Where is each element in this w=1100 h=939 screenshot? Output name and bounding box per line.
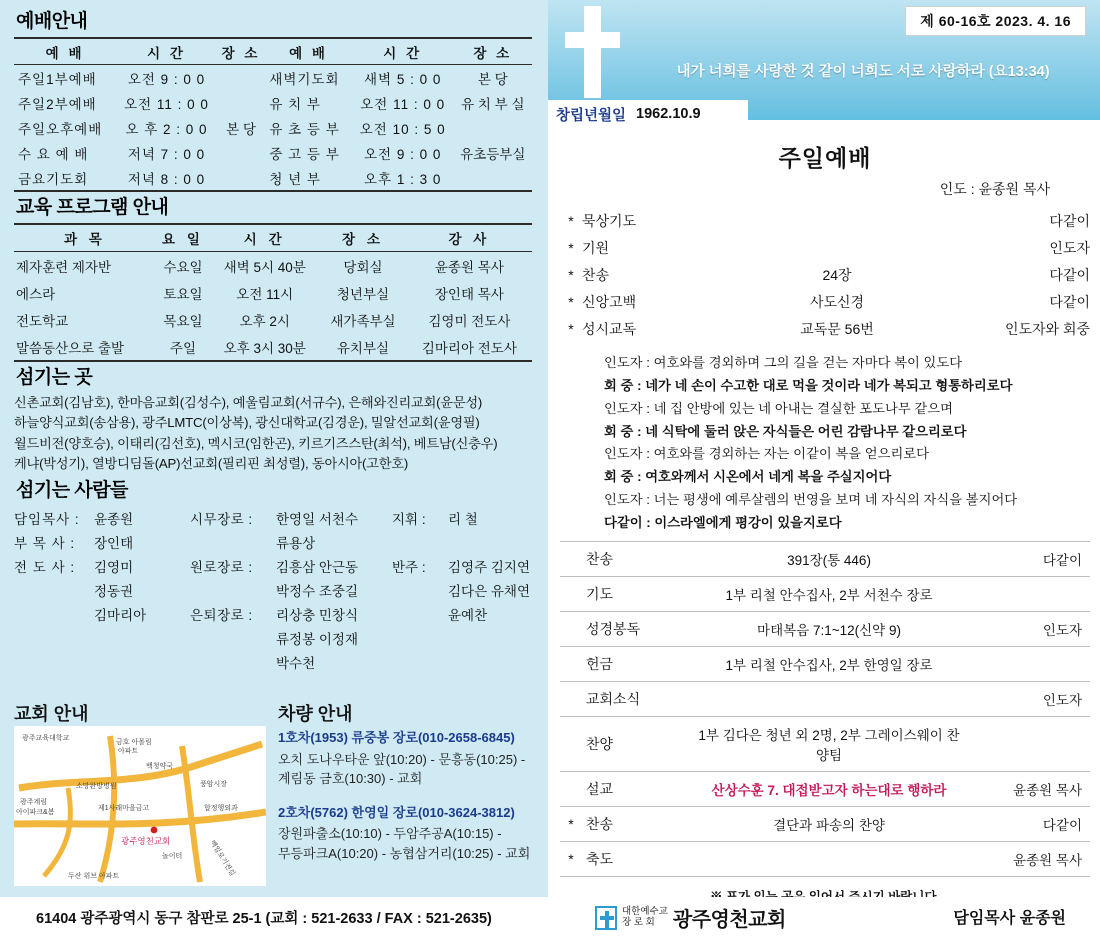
cross-icon xyxy=(560,6,624,98)
education-heading: 교육 프로그램 안내 xyxy=(16,197,169,218)
table-row: 제자훈련 제자반 수요일 새벽 5시 40분 당회실 윤종원 목사 xyxy=(16,259,504,275)
table-row: 에스라 토요일 오전 11시 청년부실 장인태 목사 xyxy=(16,286,504,302)
footer xyxy=(0,897,1100,939)
edu-col-header: 시 간 xyxy=(210,224,319,252)
svg-text:놀이터: 놀이터 xyxy=(162,853,183,860)
service-leader: 인도 : 윤종원 목사 xyxy=(939,181,1050,197)
servants-table xyxy=(14,506,534,674)
order-row: * 찬송 24장 다같이 xyxy=(568,266,1090,283)
responsive-reading xyxy=(604,352,1090,535)
table-row: 주일오후예배 오 후 2 : 0 0 본 당 유 초 등 부 오전 10 : 5 0 xyxy=(18,121,446,137)
service-title: 주일예배 xyxy=(778,145,872,171)
order-row: * 성시교독 교독문 56번 인도자와 회중 xyxy=(568,320,1090,337)
svg-text:광주영천교회: 광주영천교회 xyxy=(121,836,171,846)
car-route-line: 오치 도나우타운 앞(10:20) - 문흥동(10:25) - xyxy=(278,751,526,767)
founded-label: 창립년월일 xyxy=(556,107,627,124)
svg-text:백청약국: 백청약국 xyxy=(146,763,174,770)
footer-pastor: 담임목사 윤종원 xyxy=(953,910,1066,927)
svg-text:광주계림: 광주계림 xyxy=(20,799,48,806)
footer-address: 61404 광주광역시 동구 참판로 25-1 (교회 : 521-2633 / FAX : 521-2635) xyxy=(36,911,492,927)
order-row: * 축도 윤종원 목사 xyxy=(560,841,1090,876)
mission-heading: 섬기는 곳 xyxy=(16,367,93,388)
order-row: 기도 1부 리철 안수집사, 2부 서천수 장로 xyxy=(560,576,1090,611)
car-route-line: 장원파출소(10:10) - 두암주공A(10:15) - xyxy=(278,826,502,841)
left-panel xyxy=(0,0,548,939)
table-row: 수 요 예 배 저녁 7 : 0 0 중 고 등 부 오전 9 : 0 0 유초등부실 xyxy=(18,146,526,162)
bible-verse: 내가 너희를 사랑한 것 같이 너희도 서로 사랑하라 (요13:34) xyxy=(676,64,1050,80)
edu-col-header: 강 사 xyxy=(407,224,532,252)
worship-col-header: 시 간 xyxy=(352,38,454,65)
order-row: * 묵상기도 다같이 xyxy=(568,212,1090,229)
order-row: * 기원 인도자 xyxy=(568,239,1090,256)
order-row: 성경봉독 마태복음 7:1~12(신약 9) 인도자 xyxy=(560,611,1090,646)
responsive-line: 인도자 : 너는 평생에 예루살렘의 번영을 보며 네 자식의 자식을 볼지어다 xyxy=(604,492,1018,508)
car-info-heading: 차량 안내 xyxy=(278,704,353,724)
bottom-info xyxy=(0,700,548,895)
worship-col-header: 시 간 xyxy=(116,38,217,65)
svg-text:두산 위브 아파트: 두산 위브 아파트 xyxy=(68,873,120,880)
order-row: 찬양 1부 김다은 청년 외 2명, 2부 그레이스웨이 찬양팀 xyxy=(560,716,1090,771)
founded-value: 1962.10.9 xyxy=(636,106,701,122)
responsive-line: 인도자 : 네 집 안방에 있는 네 아내는 결실한 포도나무 같으며 xyxy=(604,400,953,416)
church-logo xyxy=(595,903,786,932)
responsive-line: 인도자 : 여호와를 경외하는 자는 이같이 복을 얻으리로다 xyxy=(604,446,929,462)
responsive-line: 다같이 : 이스라엘에게 평강이 있을지로다 xyxy=(604,515,842,531)
responsive-line: 인도자 : 여호와를 경외하며 그의 길을 걷는 자마다 복이 있도다 xyxy=(604,355,963,370)
servants-heading: 섬기는 사람들 xyxy=(16,479,128,501)
mission-line: 하늘양식교회(송삼용), 광주LMTC(이상복), 광신대학교(김경운), 밀알선교회(윤영필) xyxy=(14,415,480,431)
worship-schedule-table xyxy=(14,37,532,192)
cross-logo-icon xyxy=(595,906,617,930)
svg-text:소망완방병원: 소망완방병원 xyxy=(76,783,117,790)
mission-list xyxy=(14,393,536,475)
car-route-line: 무등파크A(10:20) - 농협삼거리(10:25) - 교회 xyxy=(278,845,531,861)
svg-text:제1사래마을금고: 제1사래마을금고 xyxy=(98,805,150,812)
servant-row: 전 도 사 : 김영미 원로장로 : 김흥삼 안근동 반주 : 김영주 김지연 xyxy=(14,559,530,575)
svg-text:금호 아몰림: 금호 아몰림 xyxy=(116,739,152,746)
car-route xyxy=(278,803,536,864)
church-info-heading: 교회 안내 xyxy=(14,704,89,724)
car-route-list xyxy=(278,728,536,863)
mission-line: 신촌교회(김남호), 한마음교회(김성수), 예울림교회(서규수), 은해와진리교회(윤문성) xyxy=(14,395,483,410)
issue-number: 제 60-16호 2023. 4. 16 xyxy=(905,6,1086,36)
order-row: 찬송 391장(통 446) 다같이 xyxy=(560,541,1090,576)
table-row: 주일2부예배 오전 11 : 0 0 유 치 부 오전 11 : 0 0 유 치 부 실 xyxy=(18,96,525,112)
responsive-line: 회 중 : 여호와께서 시온에서 네게 복을 주실지어다 xyxy=(604,469,892,485)
svg-text:합정행외과: 합정행외과 xyxy=(204,805,238,812)
servant-row: 박수천 xyxy=(276,655,316,671)
servant-row: 담임목사 : 윤종원 시무장로 : 한영일 서천수 지휘 : 리 철 xyxy=(14,511,478,527)
car-route xyxy=(278,728,536,789)
servant-row: 류정봉 이정재 xyxy=(276,631,358,647)
svg-text:아파트: 아파트 xyxy=(118,748,139,755)
worship-col-header: 장 소 xyxy=(217,38,266,65)
servant-row: 김마리아 은퇴장로 : 리상충 민창식 윤예찬 xyxy=(94,607,488,623)
worship-col-header: 예 배 xyxy=(14,38,116,65)
denomination: 대한예수교 장 로 회 xyxy=(622,905,668,928)
responsive-line: 회 중 : 네가 네 손이 수고한 대로 먹을 것이라 네가 복되고 형통하리로다 xyxy=(604,377,1013,393)
car-route-line: 계림동 금호(10:30) - 교회 xyxy=(278,771,423,786)
edu-col-header: 요 일 xyxy=(156,224,211,252)
church-name: 광주영천교회 xyxy=(672,909,786,931)
worship-heading: 예배안내 xyxy=(16,11,88,32)
svg-text:아이파크&봄: 아이파크&봄 xyxy=(16,809,55,816)
order-row: * 찬송 결단과 파송의 찬양 다같이 xyxy=(560,806,1090,841)
location-map xyxy=(14,726,266,886)
education-table xyxy=(14,223,532,362)
edu-col-header: 장 소 xyxy=(319,224,407,252)
svg-text:광주교육대학교: 광주교육대학교 xyxy=(22,735,70,742)
worship-col-header: 예 배 xyxy=(265,38,352,65)
table-row: 주일1부예배 오전 9 : 0 0 새벽기도회 새벽 5 : 0 0 본 당 xyxy=(18,71,508,87)
svg-text:백일로기전길: 백일로기전길 xyxy=(208,839,236,878)
svg-text:풍암시장: 풍암시장 xyxy=(200,781,228,788)
responsive-line: 회 중 : 네 식탁에 둘러 앉은 자식들은 어린 감람나무 같으리로다 xyxy=(604,423,967,439)
servant-row: 정동권 박정수 조중길 김다은 유채연 xyxy=(94,583,530,599)
car-route-title: 2호차(5762) 한영일 장로(010-3624-3812) xyxy=(278,804,515,820)
mission-line: 케냐(박성기), 열방디딤돌(AP)선교회(필리핀 최성렬), 동아시아(고한호) xyxy=(14,456,409,472)
service-order xyxy=(560,140,1090,905)
table-row: 전도학교 목요일 오후 2시 새가족부실 김영미 전도사 xyxy=(16,313,511,329)
edu-col-header: 과 목 xyxy=(14,224,156,252)
order-table-bottom xyxy=(560,541,1090,877)
order-row: 헌금 1부 리철 안수집사, 2부 한영일 장로 xyxy=(560,646,1090,681)
table-row: 말씀동산으로 출발 주일 오후 3시 30분 유치부실 김마리아 전도사 xyxy=(14,333,532,361)
mission-line: 월드비전(양호승), 이태리(김선호), 멕시코(임한곤), 키르기즈스탄(최석), 베트남(신충우) xyxy=(14,435,498,451)
servant-row: 부 목 사 : 장인태 류용상 xyxy=(14,535,316,551)
order-row: 설교 산상수훈 7. 대접받고자 하는대로 행하라 윤종원 목사 xyxy=(560,771,1090,806)
order-table-top xyxy=(560,207,1090,342)
founded-date xyxy=(548,100,748,128)
order-row: 교회소식 인도자 xyxy=(560,681,1090,716)
table-row: 금요기도회 저녁 8 : 0 0 청 년 부 오후 1 : 3 0 xyxy=(14,165,532,191)
worship-col-header: 장 소 xyxy=(454,38,532,65)
car-route-title: 1호차(1953) 류중봉 장로(010-2658-6845) xyxy=(278,730,515,745)
order-row: * 신앙고백 사도신경 다같이 xyxy=(568,293,1090,310)
